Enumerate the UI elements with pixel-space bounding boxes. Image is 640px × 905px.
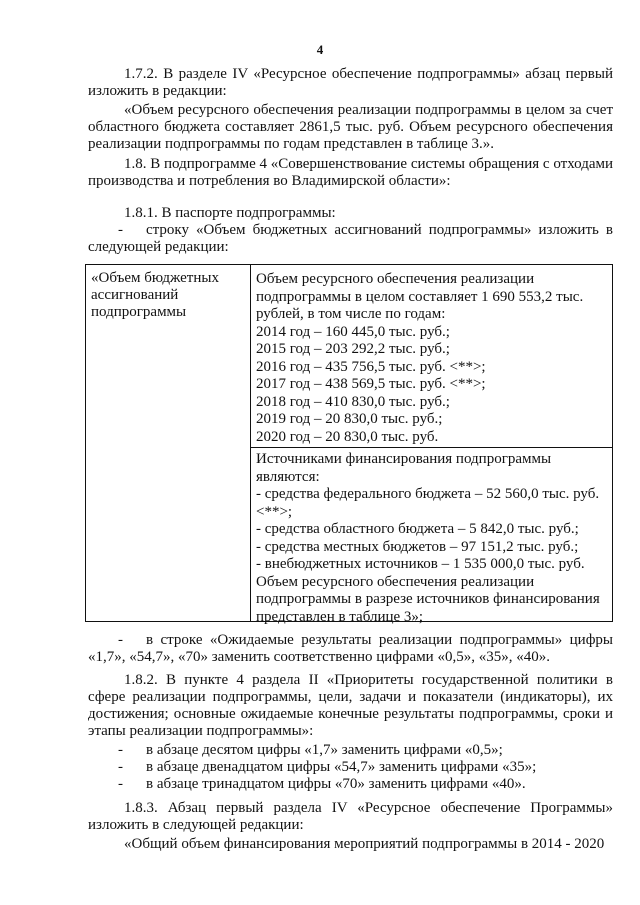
paragraph-1-7-2-quote: «Объем ресурсного обеспечения реализации подпрограммы в целом за счет областного бюджета составляет 2861,5 тыс. руб. Объем ресурсного обеспечения реализации подпрограммы по годам представлен в таблице 3.». (88, 102, 613, 152)
table-row-divider (250, 447, 612, 448)
table-label-line: ассигнований (91, 287, 179, 303)
paragraph-1-8-3: 1.8.3. Абзац первый раздела IV «Ресурсное обеспечение Программы» изложить в следующей редакции: (88, 800, 613, 833)
bullet-text: в абзаце тринадцатом цифры «70» заменить цифрами «40». (146, 776, 526, 792)
table-value-line: подпрограммы в целом составляет 1 690 553,2 тыс. (256, 288, 584, 305)
dash-marker: - (118, 776, 123, 792)
table-value-cell-sources (256, 451, 606, 626)
table-value-line: 2015 год – 203 292,2 тыс. руб.; (256, 341, 450, 357)
dash-marker: - (118, 759, 123, 775)
table-label-line: подпрограммы (91, 304, 187, 320)
table-value-line: представлен в таблице 3»; (256, 608, 424, 625)
paragraph-1-7-2: 1.7.2. В разделе IV «Ресурсное обеспечение подпрограммы» абзац первый изложить в редакции: (88, 66, 613, 99)
table-value-line: подпрограммы в разрезе источников финансирования (256, 591, 600, 607)
table-value-line: Источниками финансирования подпрограммы (256, 451, 552, 467)
table-column-divider (250, 265, 251, 621)
table-value-line: Объем ресурсного обеспечения реализации (256, 271, 535, 287)
table-label-cell (91, 270, 241, 321)
table-value-line: - средства областного бюджета – 5 842,0 тыс. руб.; (256, 521, 579, 537)
paragraph-1-8: 1.8. В подпрограмме 4 «Совершенствование системы обращения с отходами производства и потребления во Владимирской области»: (88, 156, 613, 189)
table-value-line: - средства местных бюджетов – 97 151,2 тыс. руб.; (256, 538, 579, 555)
table-value-line: 2014 год – 160 445,0 тыс. руб.; (256, 323, 450, 340)
paragraph-1-8-2: 1.8.2. В пункте 4 раздела II «Приоритеты государственной политики в сфере реализации подпрограммы, цели, задачи и показатели (индикаторы), их достижения; основные ожидаемые конечные результаты подпрограммы, сроки и этапы реализации подпрограммы»: (88, 672, 613, 739)
dash-marker: - (118, 742, 123, 758)
table-value-line: Объем ресурсного обеспечения реализации (256, 573, 535, 590)
paragraph-1-8-1: 1.8.1. В паспорте подпрограммы: (124, 205, 336, 221)
dash-marker: - (118, 222, 123, 238)
bullet-text: в абзаце двенадцатом цифры «54,7» заменить цифрами «35»; (146, 759, 537, 775)
table-value-cell-volume (256, 271, 606, 446)
bullet-text: в абзаце десятом цифры «1,7» заменить цифрами «0,5»; (146, 742, 503, 758)
table-value-line: - средства федерального бюджета – 52 560,0 тыс. руб. (256, 486, 600, 502)
table-value-line: 2019 год – 20 830,0 тыс. руб.; (256, 411, 443, 427)
page-number: 4 (316, 42, 324, 57)
passport-table (85, 264, 613, 625)
paragraph-after-table: в строке «Ожидаемые результаты реализации подпрограммы» цифры «1,7», «54,7», «70» заменить соответственно цифрами «0,5», «35», «40». (88, 632, 613, 665)
table-value-line: 2016 год – 435 756,5 тыс. руб. <**>; (256, 358, 486, 375)
table-value-line: <**>; (256, 503, 293, 520)
table-value-line: рублей, в том числе по годам: (256, 306, 446, 322)
table-value-line: 2020 год – 20 830,0 тыс. руб. (256, 428, 439, 445)
paragraph-quote-start: «Общий объем финансирования мероприятий подпрограммы в 2014 - 2020 (124, 836, 605, 852)
table-value-line: - внебюджетных источников – 1 535 000,0 тыс. руб. (256, 556, 585, 572)
paragraph-1-8-1-item-end: следующей редакции: (88, 239, 229, 255)
table-value-line: являются: (256, 468, 320, 485)
paragraph-1-8-1-item-text: строку «Объем бюджетных ассигнований подпрограммы» изложить в (146, 222, 613, 238)
table-value-line: 2018 год – 410 830,0 тыс. руб.; (256, 393, 450, 410)
table-label-line: «Объем бюджетных (91, 270, 219, 286)
dash-marker: - (118, 632, 123, 648)
table-value-line: 2017 год – 438 569,5 тыс. руб. <**>; (256, 376, 486, 392)
